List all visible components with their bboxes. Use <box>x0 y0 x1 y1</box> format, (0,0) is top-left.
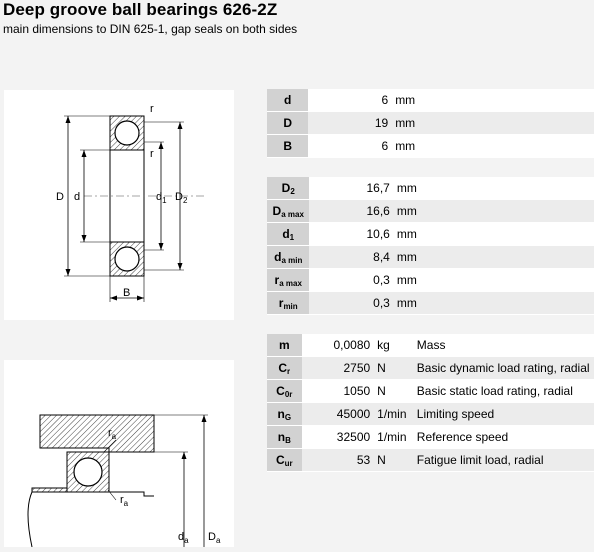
bearing-section-drawing <box>4 90 234 320</box>
value-cell: 6 <box>308 89 392 112</box>
unit-cell: mm <box>394 246 433 269</box>
description-cell <box>433 246 594 269</box>
symbol-cell <box>267 426 302 449</box>
page-title: Deep groove ball bearings 626-2Z <box>3 0 277 20</box>
label-Da: $D_a$ <box>208 531 221 545</box>
symbol-subscript: a max <box>279 279 302 288</box>
table-row <box>267 89 594 112</box>
unit-cell: mm <box>394 200 433 223</box>
label-outer-diameter: D <box>56 191 64 203</box>
description-cell <box>431 112 594 135</box>
value-cell: 2750 <box>302 357 375 380</box>
table-row <box>267 380 594 403</box>
symbol-cell <box>267 246 309 269</box>
value-cell: 8,4 <box>309 246 393 269</box>
bearing-section-svg <box>4 90 234 320</box>
symbol-cell <box>267 269 309 292</box>
table-row <box>267 403 594 426</box>
symbol-subscript: 1 <box>290 233 294 242</box>
description-cell <box>433 200 594 223</box>
unit-cell: 1/min <box>374 426 412 449</box>
symbol-cell <box>267 112 308 135</box>
description-cell <box>433 269 594 292</box>
unit-cell: mm <box>392 135 431 158</box>
table-row <box>267 292 594 315</box>
value-cell: 32500 <box>302 426 375 449</box>
unit-cell: N <box>374 380 412 403</box>
symbol-subscript: B <box>285 436 291 445</box>
label-da: $d_a$ <box>178 531 189 545</box>
symbol-cell <box>267 449 302 472</box>
description-cell: Basic static load rating, radial <box>412 380 594 403</box>
symbol-text: D <box>283 116 292 130</box>
symbol-text: D <box>282 181 291 195</box>
symbol-subscript: G <box>285 413 291 422</box>
unit-cell: 1/min <box>374 403 412 426</box>
description-cell <box>433 177 594 200</box>
table-row <box>267 112 594 135</box>
unit-cell: mm <box>392 112 431 135</box>
symbol-subscript: ur <box>285 459 293 468</box>
table-row <box>267 223 594 246</box>
table-row <box>267 200 594 223</box>
symbol-subscript: a min <box>281 256 302 265</box>
symbol-cell <box>267 357 302 380</box>
performance-table <box>267 334 594 472</box>
table-row <box>267 426 594 449</box>
symbol-text: d <box>284 93 291 107</box>
symbol-subscript: min <box>283 302 297 311</box>
label-width: B <box>123 287 130 299</box>
symbol-subscript: a max <box>281 210 304 219</box>
symbol-text: C <box>278 361 287 375</box>
value-cell: 0,0080 <box>302 334 375 357</box>
mounting-dimensions-table <box>267 177 594 315</box>
description-cell: Fatigue limit load, radial <box>412 449 594 472</box>
symbol-cell <box>267 380 302 403</box>
table-row <box>267 449 594 472</box>
mounting-drawing <box>4 360 234 547</box>
table-row <box>267 135 594 158</box>
symbol-cell <box>267 89 308 112</box>
description-cell <box>431 89 594 112</box>
value-cell: 0,3 <box>309 292 393 315</box>
unit-cell: mm <box>394 223 433 246</box>
symbol-text: n <box>277 407 284 421</box>
label-ra-top: $r_a$ <box>108 427 117 441</box>
symbol-cell <box>267 177 309 200</box>
symbol-cell <box>267 135 308 158</box>
label-ra-bottom: $r_a$ <box>120 494 129 508</box>
unit-cell: mm <box>394 269 433 292</box>
symbol-subscript: r <box>287 367 290 376</box>
label-d1: $d_1$ <box>156 191 167 205</box>
unit-cell: N <box>374 449 412 472</box>
symbol-cell <box>267 403 302 426</box>
unit-cell: kg <box>374 334 412 357</box>
table-row <box>267 177 594 200</box>
table-row <box>267 269 594 292</box>
symbol-cell <box>267 334 302 357</box>
symbol-subscript: 0r <box>285 390 293 399</box>
label-r-mid: r <box>150 148 154 160</box>
label-r-top: r <box>150 103 154 115</box>
symbol-cell <box>267 223 309 246</box>
unit-cell: mm <box>392 89 431 112</box>
page-subtitle: main dimensions to DIN 625-1, gap seals on both sides <box>3 22 297 36</box>
value-cell: 10,6 <box>309 223 393 246</box>
table-row <box>267 246 594 269</box>
table-row <box>267 357 594 380</box>
symbol-text: r <box>275 273 280 287</box>
symbol-subscript: 2 <box>290 187 294 196</box>
symbol-text: C <box>276 453 285 467</box>
symbol-cell <box>267 292 309 315</box>
value-cell: 53 <box>302 449 375 472</box>
unit-cell: N <box>374 357 412 380</box>
description-cell: Limiting speed <box>412 403 594 426</box>
symbol-text: r <box>279 296 284 310</box>
symbol-text: C <box>276 384 285 398</box>
description-cell <box>433 223 594 246</box>
description-cell <box>431 135 594 158</box>
symbol-text: m <box>279 338 290 352</box>
symbol-text: n <box>278 430 285 444</box>
value-cell: 6 <box>308 135 392 158</box>
value-cell: 19 <box>308 112 392 135</box>
description-cell: Reference speed <box>412 426 594 449</box>
symbol-text: D <box>273 204 282 218</box>
mounting-svg <box>4 360 234 547</box>
description-cell: Mass <box>412 334 594 357</box>
main-dimensions-table <box>267 89 594 158</box>
value-cell: 45000 <box>302 403 375 426</box>
label-bore-diameter: d <box>74 191 80 203</box>
label-D2: $D_2$ <box>175 191 188 205</box>
unit-cell: mm <box>394 177 433 200</box>
symbol-text: d <box>282 227 289 241</box>
unit-cell: mm <box>394 292 433 315</box>
table-row <box>267 334 594 357</box>
value-cell: 16,6 <box>309 200 393 223</box>
symbol-text: d <box>274 250 281 264</box>
description-cell <box>433 292 594 315</box>
value-cell: 1050 <box>302 380 375 403</box>
value-cell: 16,7 <box>309 177 393 200</box>
description-cell: Basic dynamic load rating, radial <box>412 357 594 380</box>
symbol-cell <box>267 200 309 223</box>
symbol-text: B <box>283 139 292 153</box>
value-cell: 0,3 <box>309 269 393 292</box>
